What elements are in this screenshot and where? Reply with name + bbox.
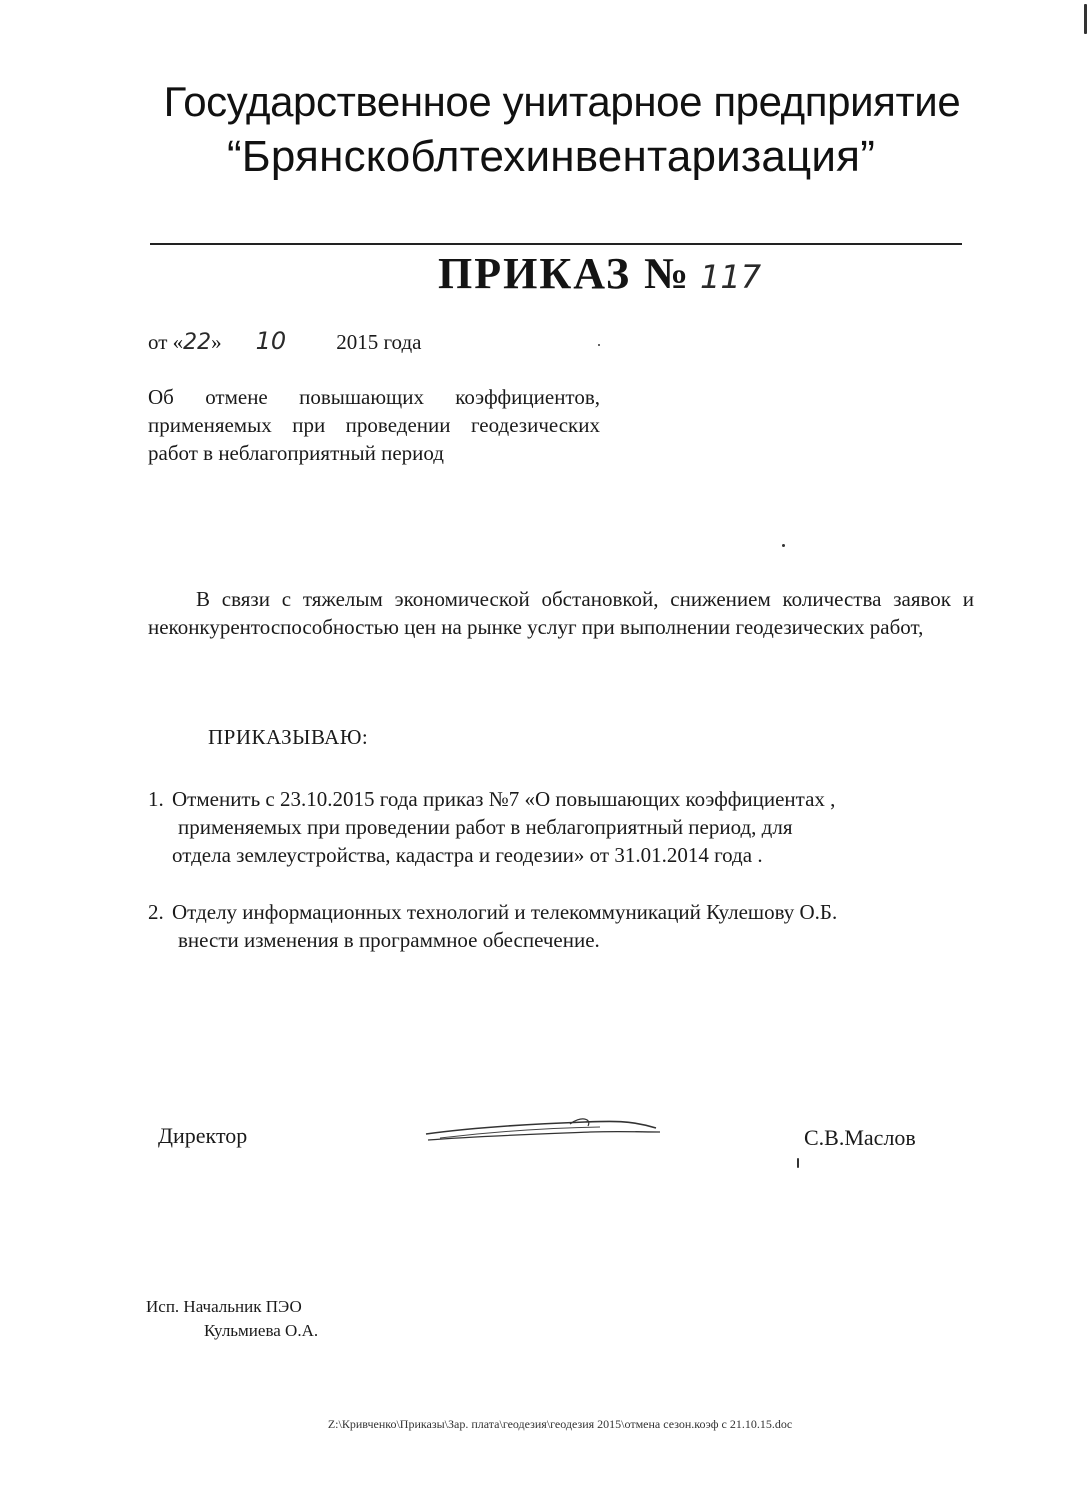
scan-edge-mark <box>1084 4 1087 34</box>
decree-item-number: 2. <box>148 900 164 924</box>
order-title: ПРИКАЗ № <box>438 249 691 298</box>
header-divider <box>150 243 962 245</box>
organization-name-line2: “Брянскоблтехинвентаризация” <box>226 132 876 181</box>
date-month-handwritten: 10 <box>255 327 287 355</box>
executor-position: Исп. Начальник ПЭО <box>146 1297 302 1316</box>
decree-heading: ПРИКАЗЫВАЮ: <box>208 725 369 749</box>
date-year: 2015 года <box>336 330 422 354</box>
handwritten-signature <box>420 1110 665 1150</box>
decree-item <box>148 898 988 958</box>
executor-name: Кульмиева О.А. <box>204 1321 319 1340</box>
file-path-footer: Z:\Кривченко\Приказы\Зар. плата\геодезия\геодезия 2015\отмена сезон.коэф с 21.10.15.doc <box>327 1417 793 1431</box>
decree-item-line: Отменить с 23.10.2015 года приказ №7 «О повышающих коэффициентах , <box>172 787 836 811</box>
decree-item-line: внести изменения в программное обеспечение. <box>178 928 600 952</box>
order-number-handwritten: 117 <box>700 258 762 296</box>
decree-item-number: 1. <box>148 787 164 811</box>
scan-speck <box>598 344 600 346</box>
date-separator: » <box>211 330 222 354</box>
signatory-name: С.В.Маслов <box>804 1125 916 1150</box>
scan-speck <box>797 1158 799 1168</box>
decree-item-text <box>172 785 835 869</box>
decree-item-text <box>172 898 837 954</box>
signatory-title: Директор <box>158 1123 248 1148</box>
date-day-handwritten: 22 <box>183 330 212 355</box>
date-prefix: от « <box>148 330 184 354</box>
decree-item-line: применяемых при проведении работ в неблагоприятный период, для <box>178 815 793 839</box>
order-date <box>148 327 421 355</box>
decree-item <box>148 785 988 875</box>
order-subject: Об отмене повышающих коэффициентов, применяемых при проведении геодезических работ в неблагоприятный период <box>148 385 600 465</box>
decree-item-line: Отделу информационных технологий и телекоммуникаций Кулешову О.Б. <box>172 900 838 924</box>
preamble-paragraph: В связи с тяжелым экономической обстановкой, снижением количества заявок и неконкурентоспособностью цен на рынке услуг при выполнении геодезических работ, <box>148 587 974 639</box>
organization-name-line1: Государственное унитарное предприятие <box>163 78 961 125</box>
decree-item-line: отдела землеустройства, кадастра и геодезии» от 31.01.2014 года . <box>172 843 763 867</box>
scan-speck <box>782 544 785 547</box>
